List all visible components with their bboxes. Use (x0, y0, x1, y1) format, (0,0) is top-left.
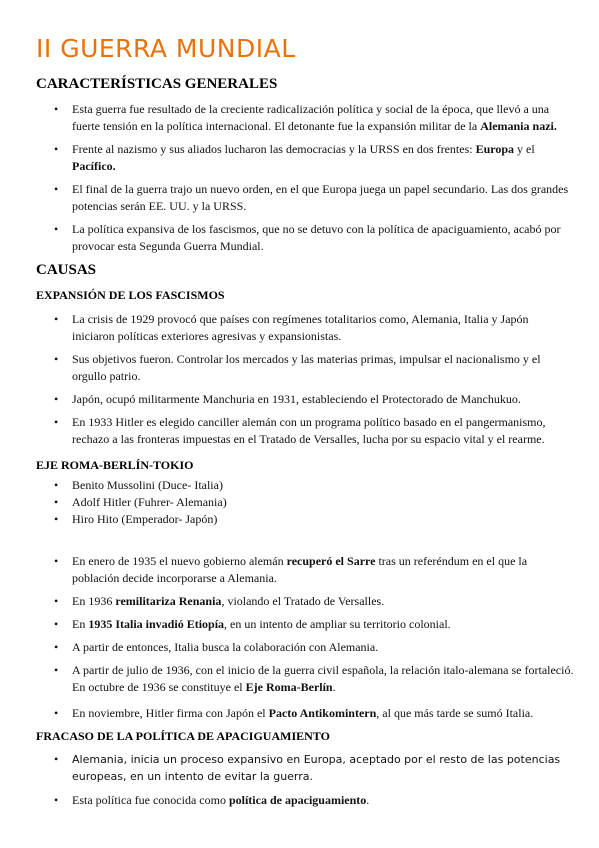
list-item: • En 1936 remilitariza Renania, violando el Tratado de Versalles. (54, 594, 385, 608)
list-item: • Esta guerra fue resultado de la creciente radicalización política y social de la época, que llevó a una fuerte tensión en la política internacional. El detonante fue la expansión militar de la Alemania nazi. (54, 102, 557, 133)
list-item: • Hiro Hito (Emperador- Japón) (54, 512, 218, 526)
list-item: • La crisis de 1929 provocó que países con regímenes totalitarios como, Alemania, Italia y Japón iniciaron políticas exteriores agresivas y expansionistas. (54, 312, 529, 343)
heading-fracaso: FRACASO DE LA POLÍTICA DE APACIGUAMIENTO (36, 729, 330, 743)
heading-causas: CAUSAS (36, 262, 97, 278)
list-item: • En noviembre, Hitler firma con Japón el Pacto Antikomintern, al que más tarde se sumó Italia. (54, 706, 534, 720)
list-item: • En enero de 1935 el nuevo gobierno alemán recuperó el Sarre tras un referéndum en el que la población decide incorporarse a Alemania. (54, 554, 528, 585)
list-item: • La política expansiva de los fascismos, que no se detuvo con la política de apaciguamiento, acabó por provocar esta Segunda Guerra Mundial. (54, 222, 561, 253)
list-item: • Adolf Hitler (Fuhrer- Alemania) (54, 495, 227, 509)
list-item: • En 1933 Hitler es elegido canciller alemán con un programa político basado en el pangermanismo, rechazo a las fronteras impuestas en el Tratado de Versalles, lucha por su espacio vital y el rearme. (54, 415, 546, 446)
list-item: • Benito Mussolini (Duce- Italia) (54, 478, 223, 492)
list-item: • A partir de julio de 1936, con el inicio de la guerra civil española, la relación italo-alemana se fortaleció. En octubre de 1936 se constituye el Eje Roma-Berlín. (54, 663, 574, 694)
list-item: • Frente al nazismo y sus aliados lucharon las democracias y la URSS en dos frentes: Europa y el Pacífico. (54, 142, 535, 173)
heading-caracteristicas: CARACTERÍSTICAS GENERALES (36, 76, 278, 92)
bullet: • (54, 102, 59, 116)
list-item: • A partir de entonces, Italia busca la colaboración con Alemania. (54, 640, 379, 654)
list-item: • El final de la guerra trajo un nuevo orden, en el que Europa juega un papel secundario. Las dos grandes potencias serán EE. UU. y la URSS. (54, 182, 569, 213)
list-item: • Alemania, inicia un proceso expansivo en Europa, aceptado por el resto de las potencias europeas, en un intento de evitar la guerra. (54, 752, 561, 783)
list-item: • Sus objetivos fueron. Controlar los mercados y las materias primas, impulsar el nacionalismo y el orgullo patrio. (54, 352, 541, 383)
heading-expansion: EXPANSIÓN DE LOS FASCISMOS (36, 288, 225, 302)
list-item: • Japón, ocupó militarmente Manchuria en 1931, estableciendo el Protectorado de Manchukuo. (54, 392, 521, 406)
page-title: II GUERRA MUNDIAL (36, 34, 296, 63)
list-item: • Esta política fue conocida como política de apaciguamiento. (54, 793, 370, 807)
heading-eje: EJE ROMA-BERLÍN-TOKIO (36, 458, 194, 472)
list-item: • En 1935 Italia invadió Etiopía, en un intento de ampliar su territorio colonial. (54, 617, 451, 631)
